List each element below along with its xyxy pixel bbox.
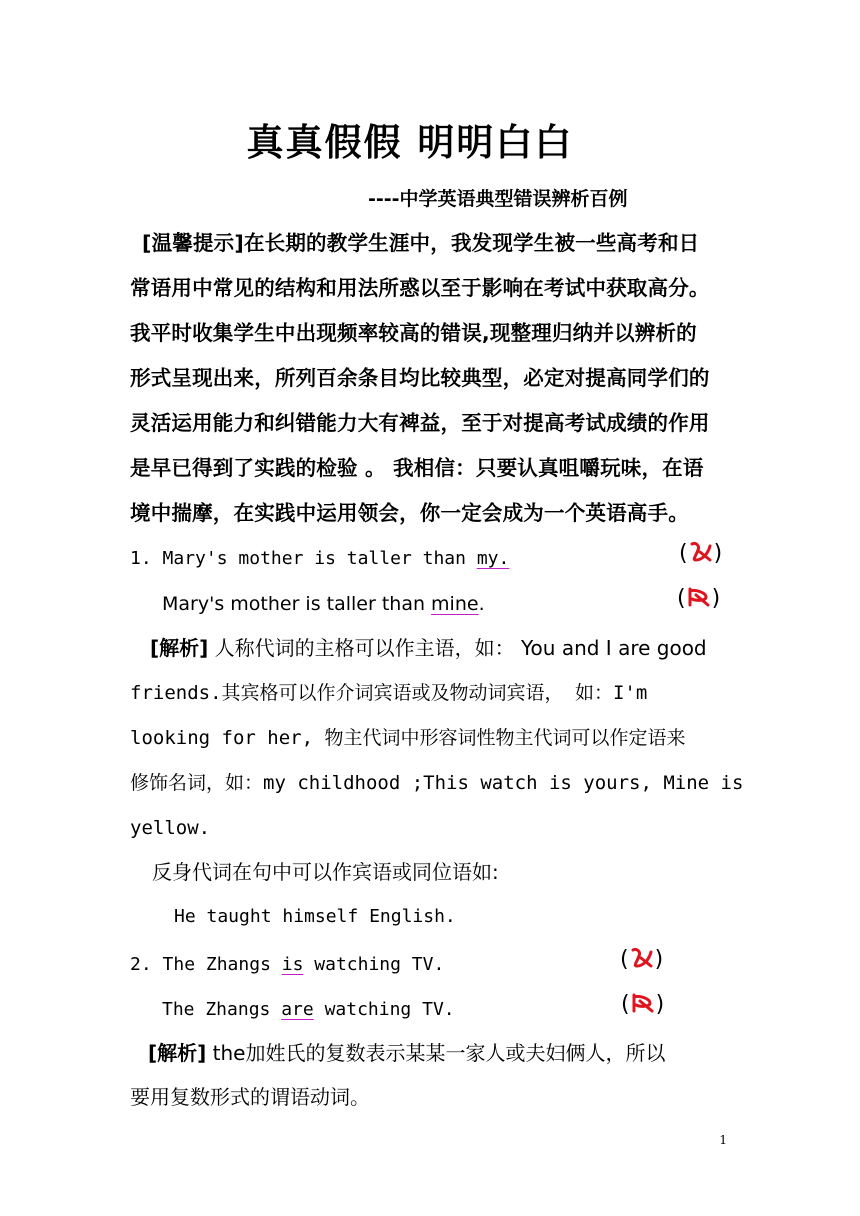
item-1-wrong-key: my. [476,548,510,569]
item-1-note: 反身代词在句中可以作宾语或同位语如: [152,860,499,884]
intro-line-3: 我平时收集学生中出现频率较高的错误,现整理归纳并以辨析的 [130,321,697,345]
page-number: 1 [719,1133,727,1147]
item-2-analysis-line-2: 要用复数形式的谓语动词。 [130,1085,370,1109]
item-2-right-key: are [281,999,314,1020]
page-subtitle: ----中学英语典型错误辨析百例 [368,188,628,210]
item-1-analysis-line-4: 修饰名词，如：my childhood ;This watch is yours, Mine is [130,772,744,794]
item-1-analysis-line-2: friends.其宾格可以作介词宾语或及物动词宾语， 如：I'm [130,682,648,704]
item-1-example: He taught himself English. [174,906,456,927]
item-1-analysis-line-5: yellow. [130,817,211,839]
item-2-wrong-key: is [281,954,304,975]
intro-line-4: 形式呈现出来，所列百余条目均比较典型，必定对提高同学们的 [130,366,710,390]
page-title: 真真假假 明明白白 [246,120,574,164]
red-cross-mark-icon: ( ) [679,541,723,566]
red-check-mark-icon: ( ) [677,586,721,611]
intro-line-2: 常语用中常见的结构和用法所惑以至于影响在考试中获取高分。 [130,276,710,300]
red-check-mark-icon: ( ) [621,992,665,1017]
item-1-right-key: mine [431,593,479,615]
analysis-label: [解析] [148,1041,207,1065]
analysis-label: [解析] [150,636,209,660]
intro-line-5: 灵活运用能力和纠错能力大有裨益，至于对提高考试成绩的作用 [130,411,710,435]
item-1-right-sentence: Mary's mother is taller than mine. [162,593,485,615]
item-2-wrong-sentence: 2. The Zhangs is watching TV. [130,954,445,975]
red-cross-mark-icon: ( ) [620,947,664,972]
item-1-wrong-sentence: 1. Mary's mother is taller than my. [130,548,510,569]
intro-line-6: 是早已得到了实践的检验 。 我相信：只要认真咀嚼玩味，在语 [130,456,704,480]
item-1-analysis-line-1: [解析] 人称代词的主格可以作主语，如： You and I are good [150,636,707,660]
item-2-analysis-line-1: [解析] the加姓氏的复数表示某某一家人或夫妇俩人，所以 [148,1041,666,1065]
intro-line-1: [温馨提示]在长期的教学生涯中，我发现学生被一些高考和日 [142,231,700,255]
intro-tag: [温馨提示] [142,231,244,255]
item-1-analysis-line-3: looking for her, 物主代词中形容词性物主代词可以作定语来 [130,727,686,749]
intro-line-7: 境中揣摩，在实践中运用领会，你一定会成为一个英语高手。 [130,501,689,525]
item-2-right-sentence: The Zhangs are watching TV. [162,999,455,1020]
